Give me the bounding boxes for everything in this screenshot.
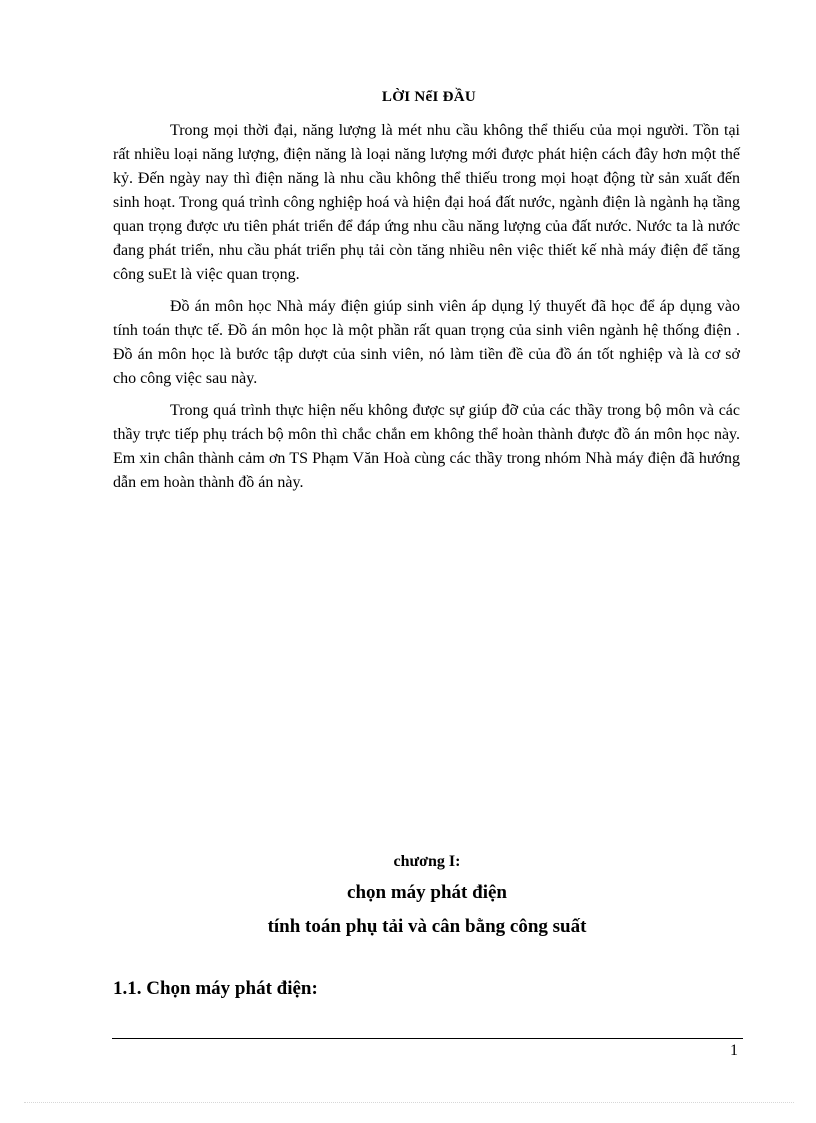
page-number: 1 [730, 1042, 738, 1059]
section-heading: 1.1. Chọn máy phát điện: [113, 978, 318, 999]
chapter-label: chương I: [393, 853, 461, 870]
preface-paragraph-3: Trong quá trình thực hiện nếu không được sự giúp đỡ của các thầy trong bộ môn và các thầy trực tiếp phụ trách bộ môn thì chắc chắn em không thể hoàn thành được đồ án môn học này. Em xin chân thành cảm ơn TS Phạm Văn Hoà cùng các thầy trong nhóm Nhà máy điện đã hướng dẫn em hoàn thành đồ án này. [113, 402, 740, 491]
preface-body [113, 119, 740, 503]
page-edge-dotted-line [24, 1102, 794, 1103]
chapter-title-line-2: tính toán phụ tải và cân bằng công suất [267, 916, 587, 937]
preface-paragraph-2: Đồ án môn học Nhà máy điện giúp sinh viên áp dụng lý thuyết đã học để áp dụng vào tính toán thực tế. Đồ án môn học là một phần rất quan trọng của sinh viên ngành hệ thống điện . Đồ án môn học là bước tập dượt của sinh viên, nó làm tiền đề của đồ án tốt nghiệp và là cơ sở cho công việc sau này. [113, 298, 740, 387]
footer-divider [112, 1038, 743, 1039]
preface-paragraph-1: Trong mọi thời đại, năng lượng là mét nhu cầu không thể thiếu của mọi người. Tồn tại rất nhiều loại năng lượng, điện năng là loại năng lượng mới được phát hiện cách đây hơn một thế kỷ. Đến ngày nay thì điện năng là nhu cầu không thể thiếu trong mọi hoạt động từ sản xuất đến sinh hoạt. Trong quá trình công nghiệp hoá và hiện đại hoá đất nước, ngành điện là ngành hạ tầng quan trọng được ưu tiên phát triển để đáp ứng nhu cầu năng lượng của đất nước. Nước ta là nước đang phát triển, nhu cầu phát triển phụ tải còn tăng nhiều nên việc thiết kế nhà máy điện để tăng công suEt là việc quan trọng. [113, 122, 740, 283]
preface-title: LỜI NểI ĐẦU [381, 89, 477, 105]
chapter-title-line-1: chọn máy phát điện [347, 882, 507, 903]
